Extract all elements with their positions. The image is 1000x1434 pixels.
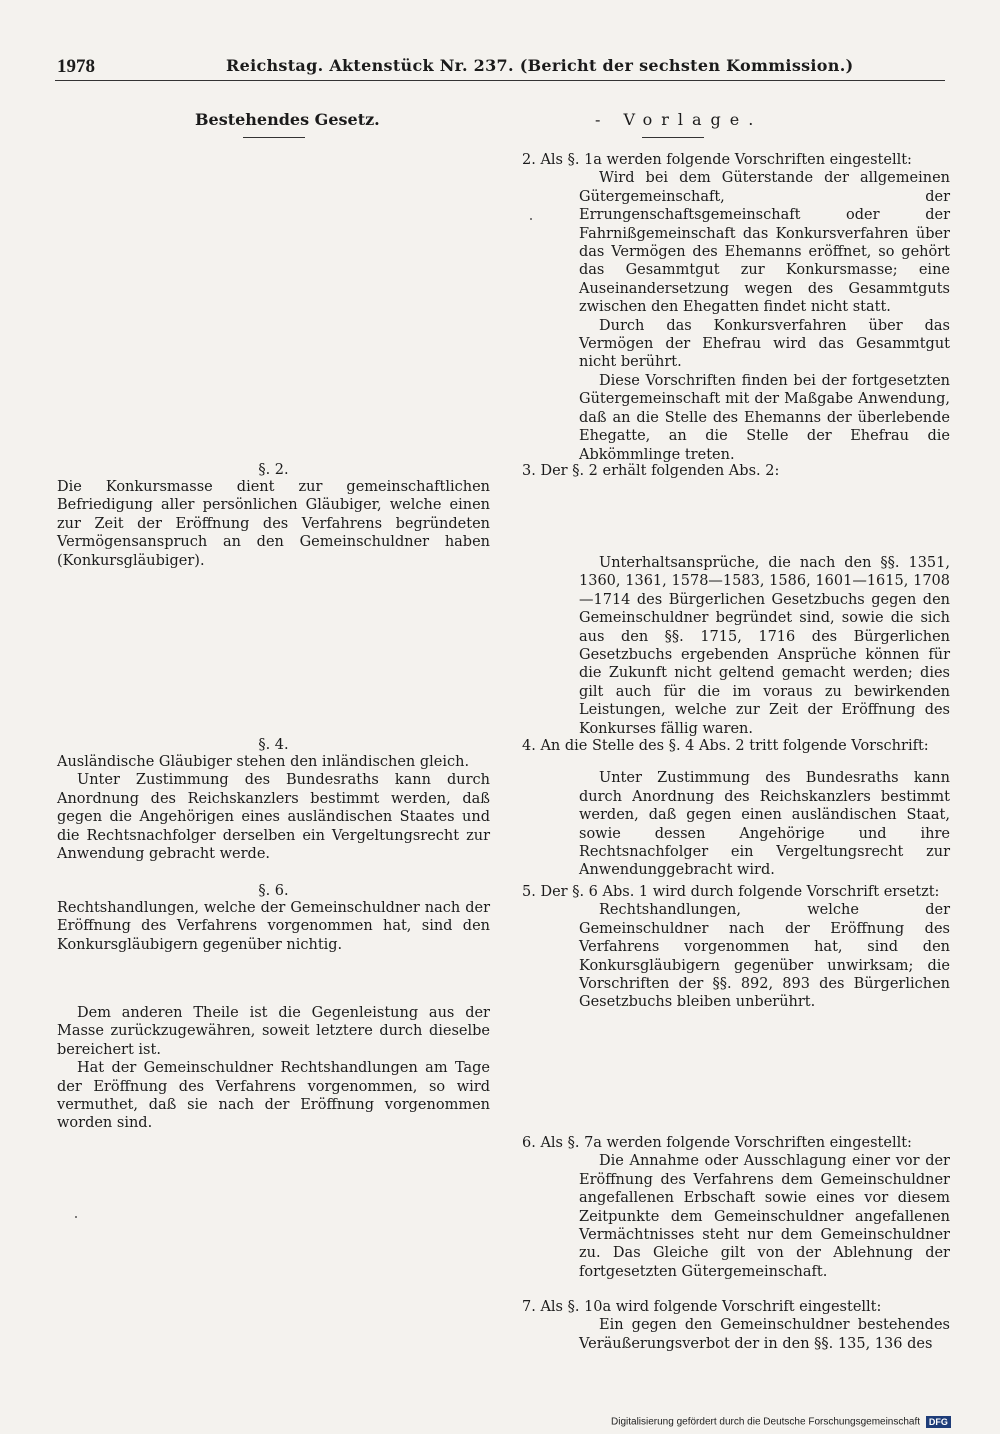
item-heading: 2. Als §. 1a werden folgende Vorschriften eingestellt: (522, 152, 912, 168)
running-title: Reichstag. Aktenstück Nr. 237. (Bericht der sechsten Kommission.) (226, 56, 854, 75)
item-3 (522, 462, 950, 480)
section-paragraph: Unter Zustimmung des Bundesraths kann durch Anordnung des Reichskanzlers bestimmt werden, daß gegen die Angehörigen eines ausländischen Staates und die Rechtsnachfolger derselben ein Vergeltungsrecht zur Anwendung gebracht werde. (57, 772, 490, 863)
scan-speck (530, 218, 532, 220)
item-paragraph: Diese Vorschriften finden bei der fortgesetzten Gütergemeinschaft mit der Maßgabe Anwendung, daß an die Stelle des Ehemanns der überlebende Ehegatte, an die Stelle der Ehefrau die Abkömmlinge treten. (579, 372, 950, 463)
page-number: 1978 (57, 56, 95, 77)
section-paragraph: Ausländische Gläubiger stehen den inländischen gleich. (57, 754, 470, 770)
item-heading: 3. Der §. 2 erhält folgenden Abs. 2: (522, 463, 780, 479)
section-number: §. 4. (258, 737, 289, 753)
left-section-6 (57, 883, 490, 954)
item-paragraph: Rechtshandlungen, welche der Gemeinschuldner nach der Eröffnung des Verfahrens vorgenommen hat, sind den Konkursgläubigern gegenüber unwirksam; die Vorschriften der §§. 892, 893 des Bürgerlichen Gesetzbuchs bleiben unberührt. (579, 902, 950, 1011)
item-2 (522, 151, 950, 464)
right-column-title: - Vorlage. (595, 110, 763, 129)
item-paragraph: Durch das Konkursverfahren über das Vermögen der Ehefrau wird das Gesammtgut nicht berührt. (579, 317, 950, 371)
item-5 (522, 883, 950, 1012)
item-6 (522, 1134, 950, 1281)
item-heading: 4. An die Stelle des §. 4 Abs. 2 tritt folgende Vorschrift: (522, 738, 929, 754)
section-number: §. 6. (258, 883, 289, 899)
item-paragraph: Unter Zustimmung des Bundesraths kann durch Anordnung des Reichskanzlers bestimmt werden, daß gegen einen ausländischen Staat, sowie dessen Angehörige und ihre Rechtsnachfolger ein Vergeltungsrecht zur Anwendunggebracht wird. (579, 770, 950, 879)
item-7 (522, 1298, 950, 1353)
item-paragraph: Wird bei dem Güterstande der allgemeinen Gütergemeinschaft, der Errungenschaftsgemeinschaft oder der Fahrnißgemeinschaft das Konkursverfahren über das Vermögen des Ehemanns eröffnet, so gehört das Gesammtgut zur Konkursmasse; eine Auseinandersetzung wegen des Gesammtguts zwischen den Ehegatten findet nicht statt. (579, 170, 950, 316)
section-paragraph: Dem anderen Theile ist die Gegenleistung aus der Masse zurückzugewähren, soweit letztere durch dieselbe bereichert ist. (57, 1005, 490, 1058)
item-paragraph: Unterhaltsansprüche, die nach den §§. 1351, 1360, 1361, 1578—1583, 1586, 1601—1615, 1708—1714 des Bürgerlichen Gesetzbuchs gegen den Gemeinschuldner begründet sind, sowie die sich aus den §§. 1715, 1716 des Bürgerlichen Gesetzbuchs ergebenden Ansprüche können für die Zukunft nicht geltend gemacht werden; dies gilt auch für die im voraus zu bewirkenden Leistungen, welche zur Zeit der Eröffnung des Konkurses fällig waren. (579, 555, 950, 737)
right-title-underline (642, 137, 704, 138)
left-title-underline (243, 137, 305, 138)
item-4 (522, 737, 950, 880)
item-paragraph: Ein gegen den Gemeinschuldner bestehendes Veräußerungsverbot der in den §§. 135, 136 des (579, 1317, 950, 1352)
section-paragraph: Hat der Gemeinschuldner Rechtshandlungen am Tage der Eröffnung des Verfahrens vorgenommen, so wird vermuthet, daß sie nach der Eröffnung vorgenommen worden sind. (57, 1060, 490, 1132)
left-column-title: Bestehendes Gesetz. (195, 110, 380, 129)
left-section-4 (57, 737, 490, 863)
section-paragraph: Die Konkursmasse dient zur gemeinschaftlichen Befriedigung aller persönlichen Gläubiger, welche einen zur Zeit der Eröffnung des Verfahrens begründeten Vermögensanspruch an den Gemeinschuldner haben (Konkursgläubiger). (57, 479, 490, 569)
item-paragraph: Die Annahme oder Ausschlagung einer vor der Eröffnung des Verfahrens dem Gemeinschuldner angefallenen Erbschaft sowie eines vor diesem Zeitpunkte dem Gemeinschuldner angefallenen Vermächtnisses steht nur dem Gemeinschuldner zu. Das Gleiche gilt von der Ablehnung der fortgesetzten Gütergemeinschaft. (579, 1153, 950, 1280)
item-heading: 7. Als §. 10a wird folgende Vorschrift eingestellt: (522, 1299, 882, 1315)
item-heading: 6. Als §. 7a werden folgende Vorschriften eingestellt: (522, 1135, 912, 1151)
dfg-logo-icon: DFG (926, 1416, 951, 1428)
left-section-6-continued (57, 1004, 490, 1133)
footer-text: Digitalisierung gefördert durch die Deutsche Forschungsgemeinschaft (611, 1416, 921, 1428)
digitization-footer (611, 1416, 951, 1428)
scan-speck (75, 1216, 77, 1218)
left-section-2 (57, 462, 490, 570)
item-heading: 5. Der §. 6 Abs. 1 wird durch folgende Vorschrift ersetzt: (522, 884, 940, 900)
header-rule (55, 80, 945, 81)
section-number: §. 2. (258, 462, 289, 478)
item-3-body (522, 554, 950, 738)
section-paragraph: Rechtshandlungen, welche der Gemeinschuldner nach der Eröffnung des Verfahrens vorgenommen hat, sind den Konkursgläubigern gegenüber nichtig. (57, 900, 490, 953)
